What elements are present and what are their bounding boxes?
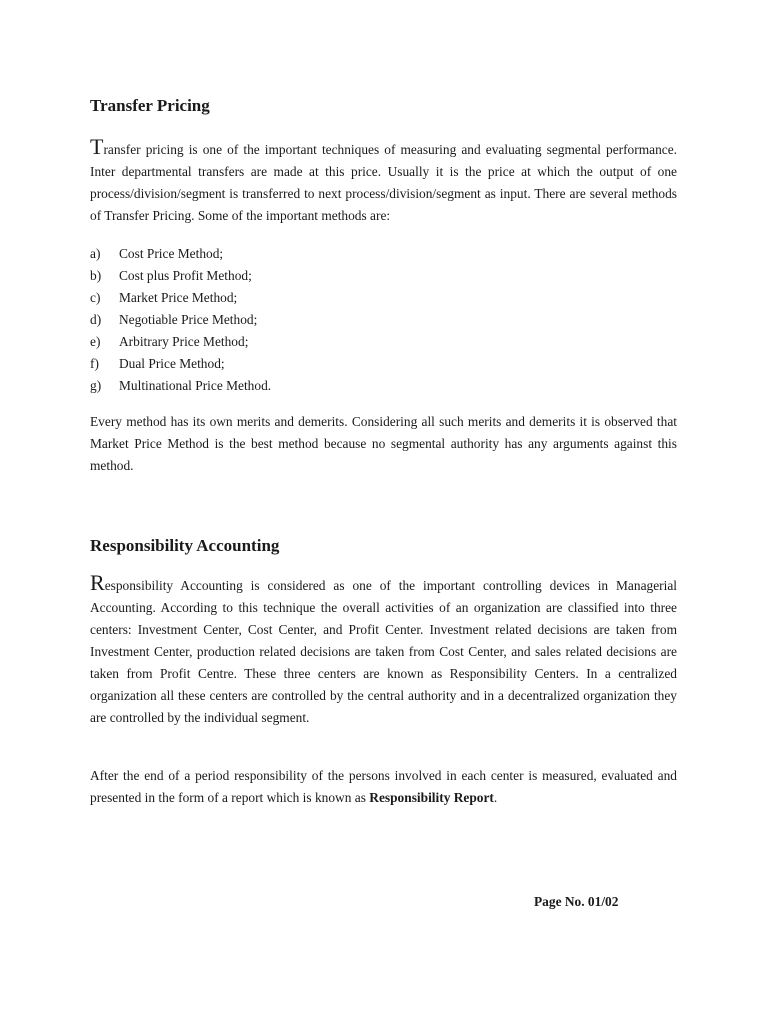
- closing-text: After the end of a period responsibility of the persons involved in each center is measured, evaluated and presented in the form of a report which is known as: [90, 768, 677, 805]
- dropcap-t: T: [90, 134, 104, 159]
- methods-list: [90, 243, 271, 397]
- list-marker: f): [90, 356, 99, 371]
- list-item: [90, 243, 271, 265]
- page-number: Page No. 01/02: [534, 894, 619, 909]
- list-marker: c): [90, 290, 101, 305]
- list-marker: g): [90, 378, 102, 393]
- list-item: [90, 331, 271, 353]
- list-marker: b): [90, 268, 102, 283]
- responsibility-report-term: Responsibility Report: [369, 790, 494, 805]
- intro-text: esponsibility Accounting is considered as one of the important controlling devices in Managerial Accounting. According to this technique the overall activities of an organization are classified into three centers: Investment Center, Cost Center, and Profit Center. Investment related decisions are taken from Investment Center, production related decisions are taken from Cost Center, and sales related decisions are taken from Profit Centre. These three centers are known as Responsibility Centers. In a centralized organization all these centers are controlled by the central authority and in a decentralized organization they are controlled by the individual segment.: [90, 578, 677, 725]
- list-marker: e): [90, 334, 101, 349]
- list-text: Cost plus Profit Method;: [119, 268, 252, 283]
- intro-text: ransfer pricing is one of the important techniques of measuring and evaluating segmental performance. Inter departmental transfers are made at this price. Usually it is the price at which the output of one process/division/segment is transferred to next process/division/segment as input. There are several methods of Transfer Pricing. Some of the important methods are:: [90, 142, 677, 223]
- list-item: [90, 353, 271, 375]
- list-item: [90, 309, 271, 331]
- list-item: [90, 287, 271, 309]
- responsibility-accounting-closing: [90, 765, 677, 809]
- list-text: Cost Price Method;: [119, 246, 224, 261]
- section-title-responsibility-accounting: Responsibility Accounting: [90, 536, 280, 555]
- list-item: [90, 265, 271, 287]
- dropcap-r: R: [90, 570, 105, 595]
- section-title-transfer-pricing: Transfer Pricing: [90, 96, 210, 115]
- responsibility-accounting-intro: [90, 570, 677, 729]
- list-item: [90, 375, 271, 397]
- list-marker: a): [90, 246, 101, 261]
- list-text: Arbitrary Price Method;: [119, 334, 249, 349]
- list-text: Negotiable Price Method;: [119, 312, 258, 327]
- transfer-pricing-intro: [90, 134, 677, 227]
- closing-period: .: [493, 790, 498, 805]
- list-text: Multinational Price Method.: [119, 378, 272, 393]
- list-marker: d): [90, 312, 102, 327]
- list-text: Dual Price Method;: [119, 356, 225, 371]
- transfer-pricing-conclusion: Every method has its own merits and demerits. Considering all such merits and demerits it is observed that Market Price Method is the best method because no segmental authority has any arguments against this method.: [90, 414, 677, 473]
- list-text: Market Price Method;: [119, 290, 238, 305]
